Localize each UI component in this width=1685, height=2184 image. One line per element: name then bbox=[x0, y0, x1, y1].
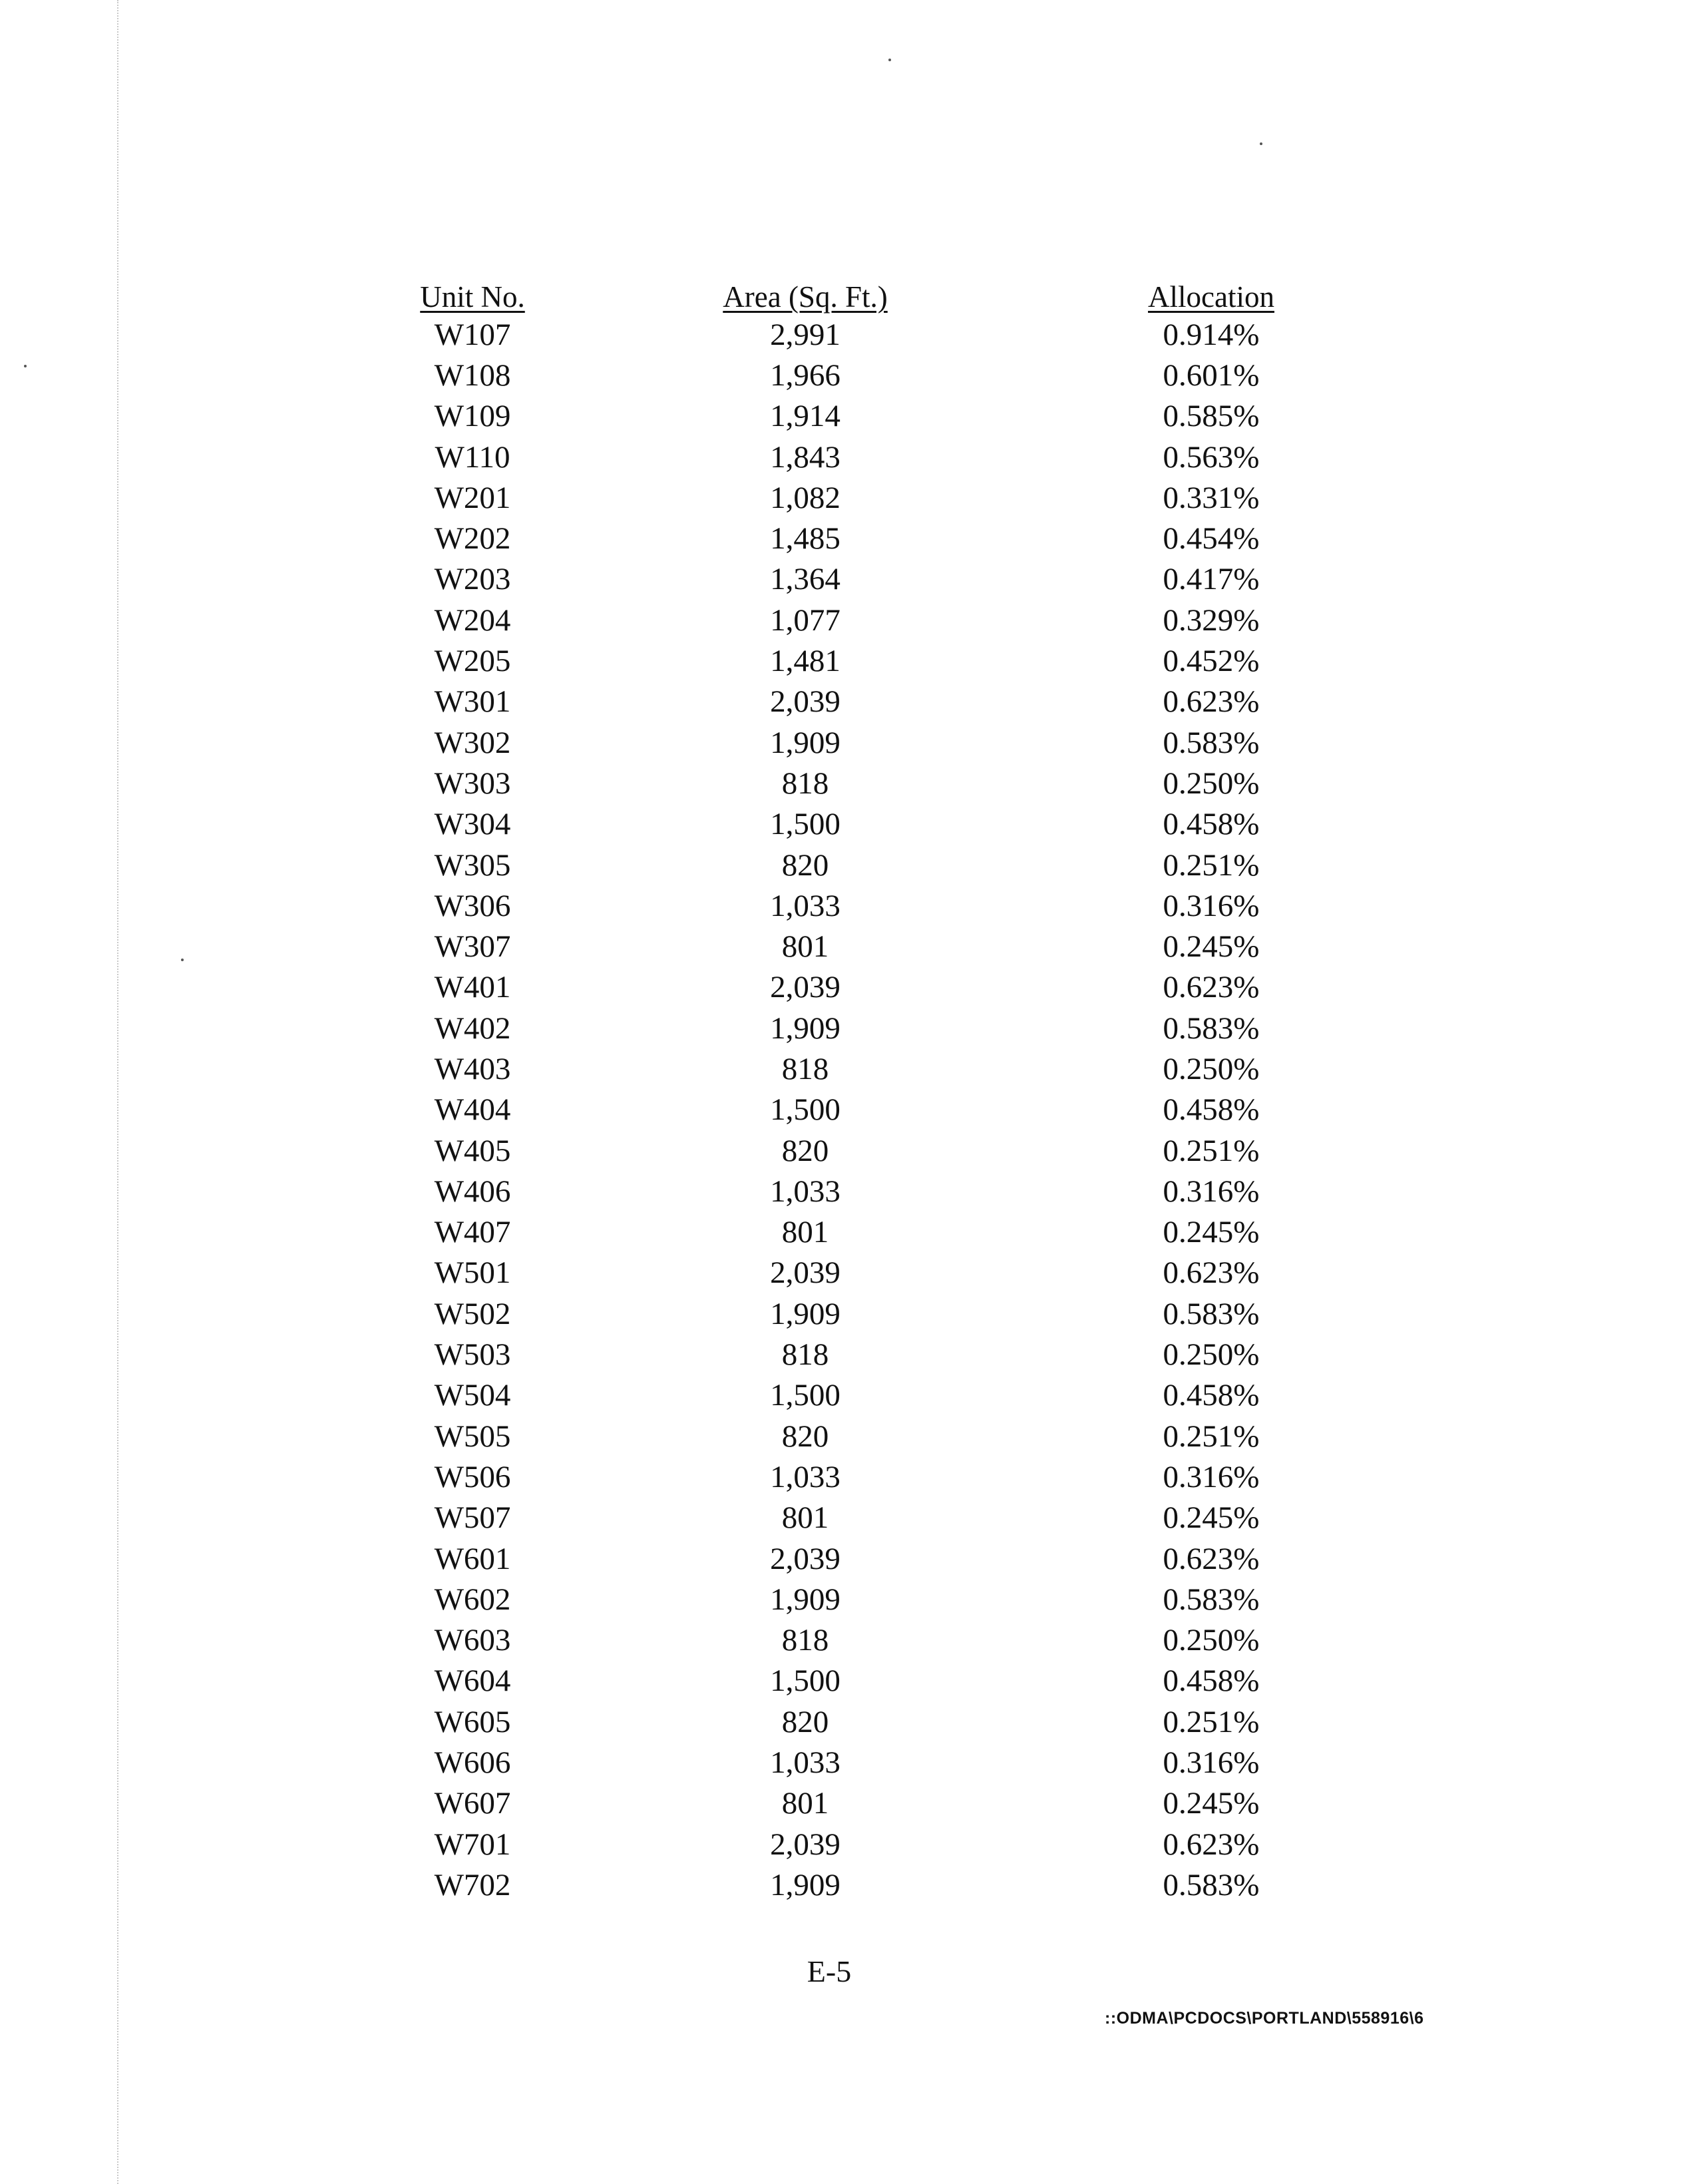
allocation-cell: 0.454% bbox=[1163, 521, 1260, 556]
scan-speck bbox=[181, 959, 184, 961]
allocation-cell: 0.458% bbox=[1163, 1663, 1260, 1699]
unit-cell: W204 bbox=[434, 602, 511, 638]
unit-cell: W503 bbox=[434, 1337, 511, 1373]
unit-cell: W401 bbox=[434, 970, 511, 1005]
allocation-cell: 0.250% bbox=[1163, 1337, 1260, 1373]
unit-cell: W605 bbox=[434, 1704, 511, 1739]
table-row bbox=[373, 682, 1384, 722]
allocation-cell: 0.331% bbox=[1163, 480, 1260, 515]
area-cell: 801 bbox=[781, 929, 829, 965]
unit-cell: W406 bbox=[434, 1174, 511, 1209]
area-cell: 818 bbox=[781, 1051, 829, 1086]
table-row bbox=[373, 477, 1384, 518]
table-row bbox=[373, 1334, 1384, 1375]
area-cell: 2,039 bbox=[770, 970, 841, 1005]
allocation-cell: 0.250% bbox=[1163, 1623, 1260, 1658]
table-row bbox=[373, 804, 1384, 845]
allocation-cell: 0.245% bbox=[1163, 1786, 1260, 1821]
table-row bbox=[373, 1824, 1384, 1864]
area-cell: 1,909 bbox=[770, 1867, 841, 1902]
allocation-cell: 0.452% bbox=[1163, 644, 1260, 679]
area-cell: 2,039 bbox=[770, 1541, 841, 1576]
unit-cell: W306 bbox=[434, 888, 511, 923]
table-row bbox=[373, 1253, 1384, 1293]
scan-speck bbox=[888, 59, 891, 61]
table-row bbox=[373, 845, 1384, 885]
area-cell: 1,500 bbox=[770, 1663, 841, 1699]
table-row bbox=[373, 1456, 1384, 1497]
area-cell: 820 bbox=[781, 1419, 829, 1454]
unit-cell: W304 bbox=[434, 807, 511, 842]
unit-cell: W407 bbox=[434, 1215, 511, 1250]
scan-speck bbox=[24, 365, 27, 367]
area-cell: 1,909 bbox=[770, 1010, 841, 1046]
area-cell: 818 bbox=[781, 1623, 829, 1658]
unit-cell: W603 bbox=[434, 1623, 511, 1658]
document-path-footer: ::ODMA\PCDOCS\PORTLAND\558916\6 bbox=[1105, 2009, 1424, 2028]
unit-cell: W302 bbox=[434, 725, 511, 760]
table-row bbox=[373, 437, 1384, 477]
allocation-cell: 0.251% bbox=[1163, 1704, 1260, 1739]
table-row bbox=[373, 1293, 1384, 1334]
area-cell: 1,914 bbox=[770, 399, 841, 434]
table-row bbox=[373, 559, 1384, 600]
area-cell: 1,843 bbox=[770, 439, 841, 475]
table-row bbox=[373, 1212, 1384, 1253]
allocation-cell: 0.583% bbox=[1163, 1296, 1260, 1331]
area-cell: 1,966 bbox=[770, 357, 841, 393]
unit-cell: W701 bbox=[434, 1827, 511, 1862]
area-cell: 801 bbox=[781, 1500, 829, 1536]
area-cell: 1,077 bbox=[770, 602, 841, 638]
unit-cell: W403 bbox=[434, 1051, 511, 1086]
unit-cell: W107 bbox=[434, 317, 511, 352]
unit-cell: W202 bbox=[434, 521, 511, 556]
table-row bbox=[373, 640, 1384, 681]
unit-cell: W109 bbox=[434, 399, 511, 434]
table-row bbox=[373, 1742, 1384, 1783]
table-row bbox=[373, 926, 1384, 967]
table-row bbox=[373, 314, 1384, 355]
table-row bbox=[373, 1008, 1384, 1048]
table-row bbox=[373, 1620, 1384, 1661]
table-row bbox=[373, 722, 1384, 763]
area-cell: 2,039 bbox=[770, 1255, 841, 1291]
table-row bbox=[373, 1171, 1384, 1211]
table-row bbox=[373, 1783, 1384, 1824]
unit-cell: W507 bbox=[434, 1500, 511, 1536]
allocation-cell: 0.316% bbox=[1163, 888, 1260, 923]
area-cell: 1,481 bbox=[770, 644, 841, 679]
table-row bbox=[373, 396, 1384, 437]
area-cell: 1,500 bbox=[770, 1092, 841, 1128]
table-row bbox=[373, 967, 1384, 1008]
allocation-cell: 0.251% bbox=[1163, 847, 1260, 883]
allocation-cell: 0.251% bbox=[1163, 1419, 1260, 1454]
allocation-cell: 0.914% bbox=[1163, 317, 1260, 352]
allocation-cell: 0.329% bbox=[1163, 602, 1260, 638]
header-area: Area (Sq. Ft.) bbox=[723, 280, 888, 314]
allocation-cell: 0.316% bbox=[1163, 1459, 1260, 1494]
table-row bbox=[373, 1498, 1384, 1538]
unit-allocation-table bbox=[373, 280, 1384, 1906]
unit-cell: W301 bbox=[434, 684, 511, 720]
table-row bbox=[373, 1375, 1384, 1416]
allocation-cell: 0.245% bbox=[1163, 1215, 1260, 1250]
table-row bbox=[373, 885, 1384, 926]
table-row bbox=[373, 1416, 1384, 1456]
allocation-cell: 0.417% bbox=[1163, 562, 1260, 597]
unit-cell: W606 bbox=[434, 1745, 511, 1781]
table-row bbox=[373, 1130, 1384, 1171]
table-row bbox=[373, 763, 1384, 803]
table-row bbox=[373, 600, 1384, 640]
unit-cell: W307 bbox=[434, 929, 511, 965]
allocation-cell: 0.623% bbox=[1163, 1255, 1260, 1291]
area-cell: 1,909 bbox=[770, 1296, 841, 1331]
area-cell: 1,033 bbox=[770, 1174, 841, 1209]
unit-cell: W201 bbox=[434, 480, 511, 515]
unit-cell: W506 bbox=[434, 1459, 511, 1494]
area-cell: 818 bbox=[781, 1337, 829, 1373]
unit-cell: W607 bbox=[434, 1786, 511, 1821]
table-row bbox=[373, 1579, 1384, 1620]
table-row bbox=[373, 1538, 1384, 1579]
allocation-cell: 0.623% bbox=[1163, 684, 1260, 720]
area-cell: 1,485 bbox=[770, 521, 841, 556]
unit-cell: W602 bbox=[434, 1582, 511, 1617]
table-row bbox=[373, 1048, 1384, 1089]
area-cell: 818 bbox=[781, 765, 829, 801]
unit-cell: W405 bbox=[434, 1133, 511, 1168]
unit-cell: W702 bbox=[434, 1867, 511, 1902]
area-cell: 1,909 bbox=[770, 1582, 841, 1617]
allocation-cell: 0.250% bbox=[1163, 1051, 1260, 1086]
table-header-row bbox=[373, 280, 1384, 314]
unit-cell: W108 bbox=[434, 357, 511, 393]
table-row bbox=[373, 1864, 1384, 1905]
unit-cell: W505 bbox=[434, 1419, 511, 1454]
allocation-cell: 0.458% bbox=[1163, 1092, 1260, 1128]
allocation-cell: 0.316% bbox=[1163, 1745, 1260, 1781]
allocation-cell: 0.583% bbox=[1163, 1582, 1260, 1617]
unit-cell: W402 bbox=[434, 1010, 511, 1046]
allocation-cell: 0.245% bbox=[1163, 1500, 1260, 1536]
allocation-cell: 0.563% bbox=[1163, 439, 1260, 475]
allocation-cell: 0.583% bbox=[1163, 725, 1260, 760]
unit-cell: W305 bbox=[434, 847, 511, 883]
table-row bbox=[373, 1701, 1384, 1742]
unit-cell: W601 bbox=[434, 1541, 511, 1576]
table-row bbox=[373, 518, 1384, 558]
page-number: E-5 bbox=[807, 1954, 852, 1988]
allocation-cell: 0.623% bbox=[1163, 1541, 1260, 1576]
unit-cell: W502 bbox=[434, 1296, 511, 1331]
table-row bbox=[373, 1661, 1384, 1701]
area-cell: 1,500 bbox=[770, 807, 841, 842]
area-cell: 2,039 bbox=[770, 684, 841, 720]
allocation-cell: 0.623% bbox=[1163, 970, 1260, 1005]
area-cell: 1,909 bbox=[770, 725, 841, 760]
allocation-cell: 0.601% bbox=[1163, 357, 1260, 393]
unit-cell: W604 bbox=[434, 1663, 511, 1699]
allocation-cell: 0.585% bbox=[1163, 399, 1260, 434]
allocation-cell: 0.245% bbox=[1163, 929, 1260, 965]
area-cell: 820 bbox=[781, 1133, 829, 1168]
area-cell: 820 bbox=[781, 1704, 829, 1739]
area-cell: 1,033 bbox=[770, 1459, 841, 1494]
area-cell: 1,082 bbox=[770, 480, 841, 515]
header-unit-no: Unit No. bbox=[420, 280, 525, 314]
allocation-cell: 0.583% bbox=[1163, 1010, 1260, 1046]
area-cell: 2,991 bbox=[770, 317, 841, 352]
unit-cell: W205 bbox=[434, 644, 511, 679]
allocation-cell: 0.623% bbox=[1163, 1827, 1260, 1862]
unit-cell: W404 bbox=[434, 1092, 511, 1128]
header-allocation: Allocation bbox=[1148, 280, 1274, 314]
area-cell: 2,039 bbox=[770, 1827, 841, 1862]
unit-cell: W504 bbox=[434, 1378, 511, 1413]
area-cell: 1,500 bbox=[770, 1378, 841, 1413]
table-row bbox=[373, 1090, 1384, 1130]
area-cell: 1,033 bbox=[770, 888, 841, 923]
allocation-cell: 0.316% bbox=[1163, 1174, 1260, 1209]
allocation-cell: 0.458% bbox=[1163, 807, 1260, 842]
unit-cell: W303 bbox=[434, 765, 511, 801]
area-cell: 1,033 bbox=[770, 1745, 841, 1781]
scan-margin-line bbox=[117, 0, 118, 2184]
table-body bbox=[373, 314, 1384, 1906]
allocation-cell: 0.458% bbox=[1163, 1378, 1260, 1413]
allocation-cell: 0.583% bbox=[1163, 1867, 1260, 1902]
area-cell: 801 bbox=[781, 1215, 829, 1250]
allocation-cell: 0.250% bbox=[1163, 765, 1260, 801]
area-cell: 801 bbox=[781, 1786, 829, 1821]
unit-cell: W501 bbox=[434, 1255, 511, 1291]
unit-cell: W203 bbox=[434, 562, 511, 597]
area-cell: 820 bbox=[781, 847, 829, 883]
allocation-cell: 0.251% bbox=[1163, 1133, 1260, 1168]
scan-speck bbox=[1260, 142, 1262, 145]
unit-cell: W110 bbox=[435, 439, 510, 475]
area-cell: 1,364 bbox=[770, 562, 841, 597]
table-row bbox=[373, 355, 1384, 395]
